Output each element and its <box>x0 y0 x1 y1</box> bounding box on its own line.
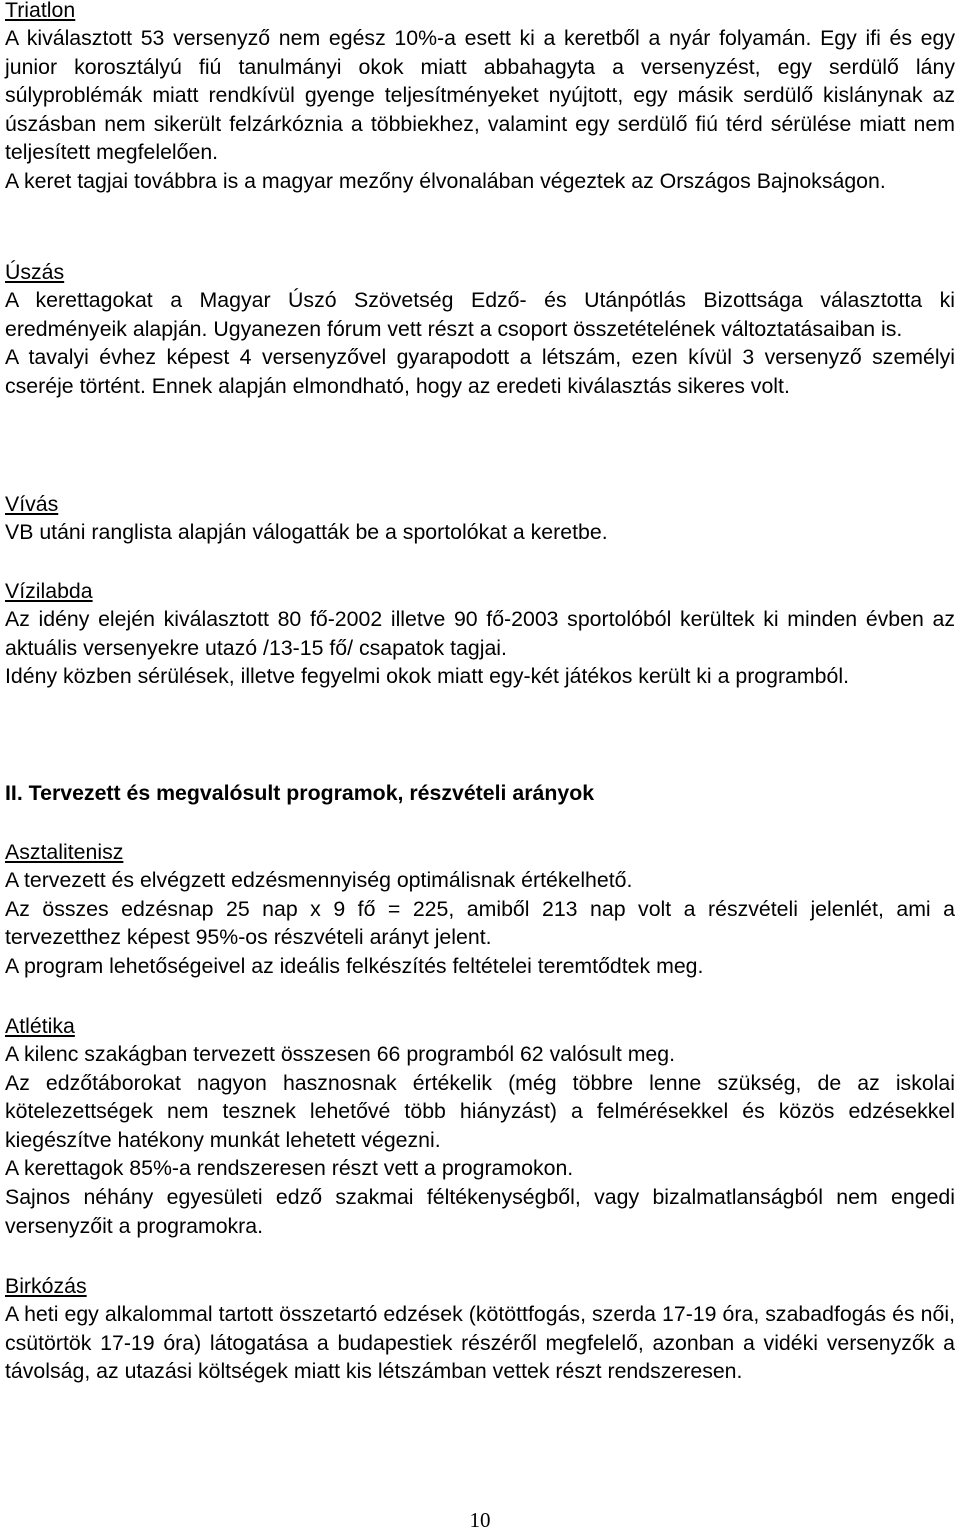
paragraph: A heti egy alkalommal tartott összetartó edzések (kötöttfogás, szerda 17-19 óra, szabadfogás és női, csütörtök 17-19 óra) látogatása a budapestiek részéről megfelelő, azonban a vidéki versenyzők a távolság, az utazási költségek miatt kis létszámban vettek részt rendszeresen. <box>5 1302 955 1384</box>
paragraph: VB utáni ranglista alapján válogatták be a sportolókat a keretbe. <box>5 520 608 544</box>
paragraph: Az edzőtáborokat nagyon hasznosnak értékelik (még többre lenne szükség, de az iskolai kötelezettségek nem tesznek lehetővé több hiányzást) a felmérésekkel és közös edzésekkel kiegészítve hatékony munkát lehetett végezni. <box>5 1070 955 1152</box>
section-heading-birkozas: Birkózás <box>5 1274 87 1298</box>
paragraph: Idény közben sérülések, illetve fegyelmi okok miatt egy-két játékos került ki a programból. <box>5 664 849 689</box>
section-uszas <box>5 258 955 400</box>
paragraph: A kerettagok 85%-a rendszeresen részt vett a programokon. <box>5 1156 574 1181</box>
section-heading-triatlon: Triatlon <box>5 0 76 22</box>
section-birkozas <box>5 1272 955 1386</box>
section-vivas <box>5 490 955 547</box>
section-heading-uszas: Úszás <box>5 260 65 284</box>
section-triatlon <box>5 0 955 196</box>
paragraph: A keret tagjai továbbra is a magyar mezőny élvonalában végeztek az Országos Bajnokságon. <box>5 168 886 193</box>
section-heading-vivas: Vívás <box>5 492 59 516</box>
paragraph: Az idény elején kiválasztott 80 fő-2002 illetve 90 fő-2003 sportolóból kerültek ki minden évben az aktuális versenyekre utazó /13-15 fő/ csapatok tagjai. <box>5 607 955 660</box>
paragraph: Az összes edzésnap 25 nap x 9 fő = 225, amiből 213 nap volt a részvételi jelenlét, ami a tervezetthez képest 95%-os részvételi arányt jelent. <box>5 896 955 950</box>
paragraph: Sajnos néhány egyesületi edző szakmai féltékenységből, vagy bizalmatlanságból nem engedi versenyzőit a programokra. <box>5 1184 955 1238</box>
paragraph: A kerettagokat a Magyar Úszó Szövetség Edző- és Utánpótlás Bizottsága választotta ki eredményeik alapján. Ugyanezen fórum vett részt a csoport összetételének változtatásaiban is. <box>5 288 955 341</box>
paragraph: A kilenc szakágban tervezett összesen 66 programból 62 valósult meg. <box>5 1042 676 1066</box>
paragraph: A tavalyi évhez képest 4 versenyzővel gyarapodott a létszám, ezen kívül 3 versenyző személyi cseréje történt. Ennek alapján elmondható, hogy az eredeti kiválasztás sikeres volt. <box>5 345 955 398</box>
paragraph: A kiválasztott 53 versenyző nem egész 10%-a esett ki a keretből a nyár folyamán. Egy ifi és egy junior korosztályú fiú tanulmányi okok miatt abbahagyta a versenyzést, egy serdülő lány súlyproblémák miatt rendkívül gyenge teljesítményeket nyújtott, egy másik serdülő kislánynak az úszásban nem sikerült felzárkóznia a többiekhez, valamint egy serdülő fiú térd sérülése miatt nem teljesített megfelelően. <box>5 26 955 165</box>
section-vizilabda <box>5 577 955 691</box>
section-asztalitenisz <box>5 838 955 980</box>
paragraph: A tervezett és elvégzett edzésmennyiség optimálisnak értékelhető. <box>5 868 633 892</box>
section-heading-atletika: Atlétika <box>5 1014 75 1038</box>
section-heading-vizilabda: Vízilabda <box>5 579 93 603</box>
section-title: II. Tervezett és megvalósult programok, részvételi arányok <box>5 781 595 805</box>
section-atletika <box>5 1012 955 1240</box>
section-heading-asztalitenisz: Asztalitenisz <box>5 840 124 864</box>
paragraph: A program lehetőségeivel az ideális felkészítés feltételei teremtődtek meg. <box>5 953 704 978</box>
page-number: 10 <box>469 1508 491 1532</box>
